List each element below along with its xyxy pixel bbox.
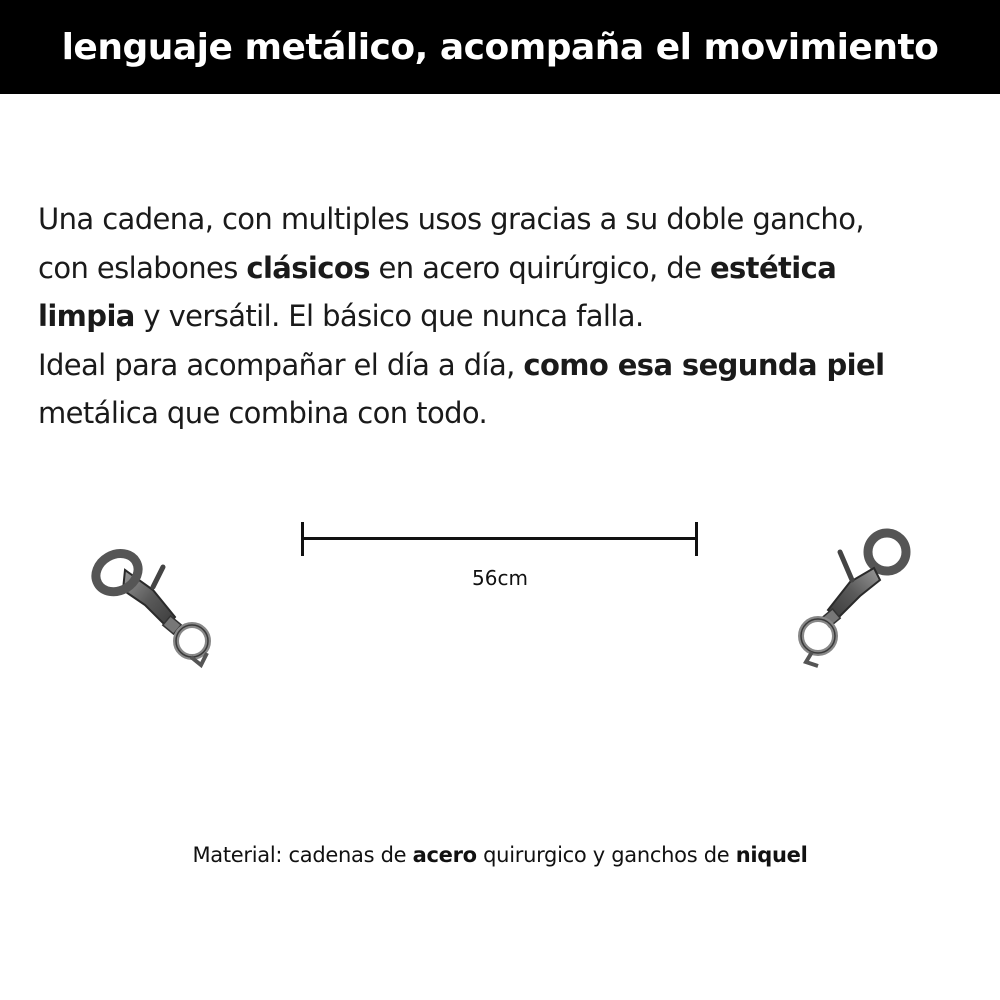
header-banner — [0, 0, 1000, 94]
description-line: con eslabones clásicos en acero quirúrgico, de estética — [38, 250, 837, 285]
bold-aesthetic: estética — [709, 250, 837, 285]
bold-clean: limpia — [38, 299, 135, 333]
description-line: metálica que combina con todo. — [38, 396, 488, 430]
lobster-clasp-icon — [790, 520, 920, 670]
bold-classic: clásicos — [246, 250, 370, 285]
description-line: Una cadena, con multiples usos gracias a su doble gancho, — [38, 202, 864, 236]
measure-tick-right — [695, 522, 698, 556]
measure-line — [301, 537, 698, 540]
description-line: limpia y versátil. El básico que nunca falla. — [38, 299, 644, 333]
description-line: Ideal para acompañar el día a día, como esa segunda piel — [38, 347, 885, 382]
length-label: 56cm — [472, 566, 528, 590]
page-title: lenguaje metálico, acompaña el movimiento — [61, 26, 939, 68]
material-info: Material: cadenas de acero quirurgico y ganchos de niquel — [192, 843, 808, 867]
bold-steel: acero — [412, 843, 477, 867]
bold-second-skin: como esa segunda piel — [523, 347, 885, 382]
length-measure — [301, 522, 698, 556]
bold-nickel: niquel — [735, 843, 808, 867]
lobster-clasp-icon — [75, 535, 225, 675]
product-description — [38, 195, 988, 438]
